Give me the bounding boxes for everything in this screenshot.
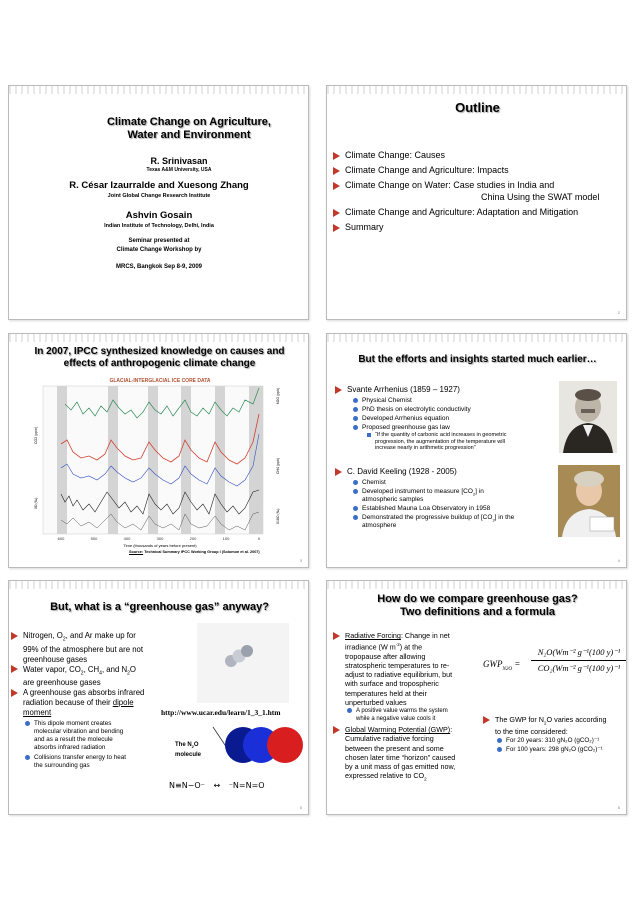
resonance-structures — [169, 781, 304, 790]
title-line-1: How do we compare greenhouse gas? — [377, 593, 578, 605]
gwp-label: Global Warming Potential (GWP) — [345, 725, 451, 735]
bullet-dot-icon — [353, 489, 358, 494]
triangle-bullet-icon — [333, 167, 340, 175]
page-number: 5 — [299, 805, 302, 810]
text: Water vapor, CO — [23, 664, 81, 674]
subscript: 2 — [424, 776, 427, 782]
bullet-3 — [11, 688, 171, 698]
slide-2-title: Outline — [455, 100, 500, 115]
item-text: Developed Arrhenius equation — [362, 415, 450, 422]
item-text: Physical Chemist — [362, 397, 412, 404]
text: For 100 years: 298 gN₂O (gCO₂)⁻¹ — [506, 746, 603, 754]
rf-line-1 — [333, 631, 483, 640]
outline-item-text: Climate Change and Agriculture: Adaptation and Mitigation — [345, 207, 579, 217]
text: O varies according — [546, 715, 607, 724]
dipole-link: dipole — [112, 698, 134, 708]
arrhenius-item-4 — [353, 423, 450, 432]
subscript: 2 — [492, 517, 495, 523]
formula-fraction-bar — [531, 660, 627, 661]
slide-spiral — [327, 334, 626, 342]
subscript: 2 — [80, 670, 84, 677]
text: For 20 years: 310 gN₂O (gCO₂)⁻¹ — [506, 737, 600, 745]
quote-line: increase nearly in arithmetic progression” — [375, 445, 476, 451]
slide-3 — [8, 333, 309, 568]
triangle-bullet-icon — [11, 632, 18, 640]
slide-5 — [8, 580, 309, 815]
gwp-line: by a unit mass of gas emitted now, — [345, 761, 456, 771]
rf-line: unperturbed values — [345, 697, 407, 707]
triangle-bullet-icon — [335, 468, 342, 476]
text: This dipole moment creates — [34, 720, 112, 728]
triangle-bullet-icon — [333, 224, 340, 232]
x-axis-ticks — [58, 536, 261, 541]
arrhenius-portrait — [559, 381, 617, 453]
arrhenius-heading — [335, 384, 460, 395]
slide-spiral — [9, 86, 308, 94]
title-line-1: In 2007, IPCC synthesized knowledge on causes and — [34, 346, 285, 357]
text: molecule — [175, 752, 202, 759]
left-axis-label: δD (‰) — [34, 497, 38, 509]
subscript: N2O — [502, 666, 512, 672]
outline-item-3-cont: China Using the SWAT model — [481, 192, 600, 202]
outline-item-text: Climate Change on Water: Case studies in India and — [345, 180, 555, 190]
resonance-1: N≡N−O⁻ — [169, 781, 205, 790]
text: , CH — [83, 664, 100, 674]
slide-1-title — [79, 116, 299, 142]
subscript: 2 — [127, 670, 130, 677]
triangle-bullet-icon — [11, 665, 18, 673]
triangle-bullet-icon — [333, 209, 340, 217]
bullet-dot-icon — [353, 506, 358, 511]
arrhenius-text: Svante Arrhenius (1859 – 1927) — [347, 385, 460, 394]
triangle-bullet-icon — [335, 386, 342, 394]
superscript: -2 — [395, 642, 400, 648]
molecule-label — [175, 741, 201, 759]
molecule-photo — [197, 623, 289, 703]
bullet-1 — [11, 631, 171, 645]
source-label: Source: — [129, 550, 144, 554]
bullet-dot-icon — [353, 398, 358, 403]
chart-source — [129, 550, 260, 554]
subscript: 2 — [62, 636, 66, 643]
affil-2: Joint Global Change Research Institute — [107, 193, 211, 199]
title-line-2: Water and Environment — [127, 129, 251, 141]
text: Collisions transfer energy to heat — [34, 754, 127, 762]
item-text: ] in the — [494, 514, 515, 521]
outline-item-text: Climate Change and Agriculture: Impacts — [345, 165, 509, 175]
gas-list — [11, 631, 171, 770]
text: GWP — [483, 659, 503, 669]
page-number: 4 — [617, 558, 620, 563]
text: irradiance (W m — [345, 642, 396, 652]
bullet-dot-icon — [353, 416, 358, 421]
formula-denominator: CO₂(Wm⁻² g⁻¹(100 y)⁻¹ — [537, 663, 621, 673]
text: : Change in net — [400, 631, 450, 640]
bullet-dot-icon — [353, 480, 358, 485]
formula-lhs: $GWP_{N2O}$ = — [483, 659, 521, 672]
quote-line: “If the quantity of carbonic acid increases in geometric — [375, 432, 507, 438]
text: and as a result the molecule — [34, 736, 113, 744]
bullet-dot-icon — [347, 708, 352, 713]
bullet-2 — [11, 665, 171, 679]
text: ) at the — [399, 642, 423, 652]
ice-core-chart — [31, 374, 289, 552]
quote-line: progression, the augmentation of the temperature will — [375, 438, 505, 445]
keeling-heading — [335, 466, 457, 477]
arrhenius-item-2 — [353, 405, 471, 414]
bullet-dot-icon — [353, 425, 358, 430]
rf-line: stratospheric temperatures to re- — [345, 661, 450, 670]
arrhenius-quote — [367, 432, 506, 452]
right-axis-label: δ18O (‰) — [276, 508, 280, 524]
text: A positive value warms the system — [356, 708, 448, 715]
x-tick: 200 — [189, 536, 197, 541]
n2o-molecule-model — [205, 721, 305, 769]
author-1: R. Srinivasan — [150, 156, 208, 166]
page-number: 3 — [299, 558, 302, 563]
slide-4 — [326, 333, 627, 568]
item-text: Proposed greenhouse gas law — [362, 424, 450, 431]
moment-link: moment — [23, 708, 52, 718]
rf-line: with surface and tropospheric — [345, 679, 439, 689]
text: absorbs infrared radiation — [34, 744, 106, 752]
item-text: Demonstrated the progressive buildup of [CO — [362, 514, 493, 521]
triangle-bullet-icon — [333, 182, 340, 190]
bullet-dot-icon — [497, 747, 502, 752]
formula-numerator: N₂O(Wm⁻² g⁻¹(100 y)⁻¹ — [537, 647, 621, 657]
text: Nitrogen, O — [23, 631, 63, 640]
x-tick: 300 — [156, 536, 164, 541]
source-text: Technical Summary IPCC Working Group I (Solomon et al. 2007) — [144, 550, 260, 554]
slide-1 — [8, 85, 309, 320]
outline-item-text: Summary — [345, 222, 384, 232]
outline-item-text: Climate Change: Causes — [345, 150, 446, 160]
rf-sub-bullet — [347, 708, 483, 723]
bullet-dot-icon — [353, 515, 358, 520]
x-tick: 400 — [123, 536, 131, 541]
item-text: PhD thesis on electrolytic conductivity — [362, 406, 471, 413]
slide-3-title — [9, 346, 309, 370]
rf-label: Radiative Forcing — [345, 631, 401, 640]
text: A greenhouse gas absorbs infrared — [23, 688, 145, 698]
keeling-item-4-cont: atmosphere — [362, 522, 397, 529]
bullet-dot-icon — [353, 407, 358, 412]
keeling-item-3 — [353, 504, 490, 513]
x-tick: 100 — [222, 536, 230, 541]
outline-item-1 — [333, 150, 445, 161]
x-tick: 600 — [57, 536, 65, 541]
resonance-arrow-icon: ↔ — [213, 781, 221, 790]
x-tick: 500 — [90, 536, 98, 541]
title-line-1: Climate Change on Agriculture, — [106, 116, 271, 128]
gwp-variation — [483, 715, 627, 754]
gwp-line: between the present and some — [345, 743, 444, 753]
keeling-portrait — [558, 465, 620, 537]
triangle-bullet-icon — [333, 152, 340, 160]
arrhenius-item-1 — [353, 396, 412, 405]
rf-line: adjust to radiative equilibrium, but — [345, 670, 453, 680]
text: The GWP for N — [495, 715, 544, 724]
item-text: Chemist — [362, 479, 386, 486]
venue: MRCS, Bangkok Sep 8-9, 2009 — [115, 264, 203, 270]
bullet-3-cont — [23, 698, 171, 708]
text: while a negative value cools it — [356, 715, 436, 722]
author-2: R. César Izaurralde and Xuesong Zhang — [69, 180, 249, 191]
resonance-2: ⁻N=N=O — [228, 781, 265, 790]
ucar-url[interactable]: http://www.ucar.edu/learn/1_3_1.htm — [161, 708, 281, 717]
text: molecular vibration and bending — [34, 728, 124, 736]
slide-2 — [326, 85, 627, 320]
page-number: 6 — [617, 805, 620, 810]
keeling-text: C. David Keeling (1928 - 2005) — [347, 467, 457, 476]
outline-item-3 — [333, 180, 554, 191]
vary-line-1 — [483, 715, 627, 727]
bullet-1-cont: greenhouse gases — [23, 654, 88, 664]
subscript: 4 — [99, 670, 102, 677]
right-axis-label: N2O (ppb) — [276, 387, 280, 404]
sub-bullet-2 — [25, 754, 171, 770]
author-3: Ashvin Gosain — [125, 210, 193, 221]
affil-3: Indian Institute of Technology, Delhi, India — [104, 223, 214, 229]
arrhenius-item-3 — [353, 414, 449, 423]
x-tick: 0 — [257, 536, 261, 541]
left-axis-label: CO2 (ppm) — [34, 426, 38, 444]
item-text: Developed instrument to measure [CO — [362, 488, 473, 495]
gwp-line-1 — [333, 725, 483, 734]
slide-spiral — [9, 334, 308, 342]
bullet-3-cont — [23, 708, 171, 718]
subscript: 2 — [544, 720, 547, 726]
outline-item-4 — [333, 207, 578, 218]
slide-6-title — [327, 593, 627, 619]
slide-5-title: But, what is a “greenhouse gas” anyway? — [50, 601, 269, 613]
item-text: Established Mauna Loa Observatory in 1958 — [362, 505, 491, 512]
outline-item-2 — [333, 165, 509, 176]
bullet-dot-icon — [25, 755, 30, 760]
text: O — [193, 742, 199, 748]
triangle-bullet-icon — [11, 689, 18, 697]
seminar-line-1: Seminar presented at — [128, 238, 190, 244]
text: The N — [175, 742, 192, 748]
affil-1: Texas A&M University, USA — [146, 167, 212, 173]
gwp-100yr — [497, 745, 627, 754]
item-text: ] in — [475, 488, 484, 495]
text: the surrounding gas — [34, 762, 90, 770]
subscript: 2 — [191, 744, 194, 750]
rf-block — [333, 631, 483, 784]
page-number: 2 — [617, 310, 620, 315]
right-axis-label: CH4 (ppb) — [276, 457, 280, 474]
slide-4-title: But the efforts and insights started much earlier… — [358, 354, 597, 365]
slide-spiral — [327, 86, 626, 94]
bullet-square-icon — [367, 433, 371, 437]
text: O — [129, 664, 136, 674]
text: , and N — [101, 664, 128, 674]
title-line-2: Two definitions and a formula — [399, 606, 556, 618]
triangle-bullet-icon — [333, 632, 340, 640]
rf-line: tropopause after allowing — [345, 651, 426, 661]
bullet-dot-icon — [25, 721, 30, 726]
title-line-2: effects of anthropogenic climate change — [63, 358, 256, 369]
triangle-bullet-icon — [333, 726, 340, 734]
bullet-dot-icon — [497, 738, 502, 743]
x-axis-label: Time (thousands of years before present) — [123, 543, 197, 548]
gwp-line — [345, 771, 483, 784]
subscript: 2 — [472, 491, 476, 497]
slide-spiral — [9, 581, 308, 589]
text: , and Ar make up for — [65, 631, 136, 640]
rf-line-2 — [345, 640, 483, 652]
slide-spiral — [327, 581, 626, 589]
slide-6 — [326, 580, 627, 815]
seminar-line-2: Climate Change Workshop by — [116, 247, 202, 253]
chart-title: GLACIAL-INTERGLACIAL ICE CORE DATA — [109, 378, 211, 384]
rf-line: temperatures held at their — [345, 688, 427, 698]
text: expressed relative to CO — [345, 771, 425, 781]
gwp-line: Cumulative radiative forcing — [345, 734, 434, 744]
vary-line: to the time considered: — [495, 727, 568, 737]
bullet-2-cont: are greenhouse gases — [23, 678, 101, 688]
sub-bullet-1 — [25, 720, 171, 752]
gwp-line: chosen later time “horizon” caused — [345, 752, 456, 762]
bullet-1-cont: 99% of the atmosphere but are not — [23, 644, 144, 654]
keeling-item-1 — [353, 478, 386, 487]
triangle-bullet-icon — [483, 716, 490, 724]
keeling-item-2-cont: atmospheric samples — [362, 496, 424, 503]
outline-item-5 — [333, 222, 384, 233]
text: : — [450, 725, 453, 735]
text: radiation because of their — [23, 698, 111, 708]
gwp-20yr — [497, 736, 627, 745]
